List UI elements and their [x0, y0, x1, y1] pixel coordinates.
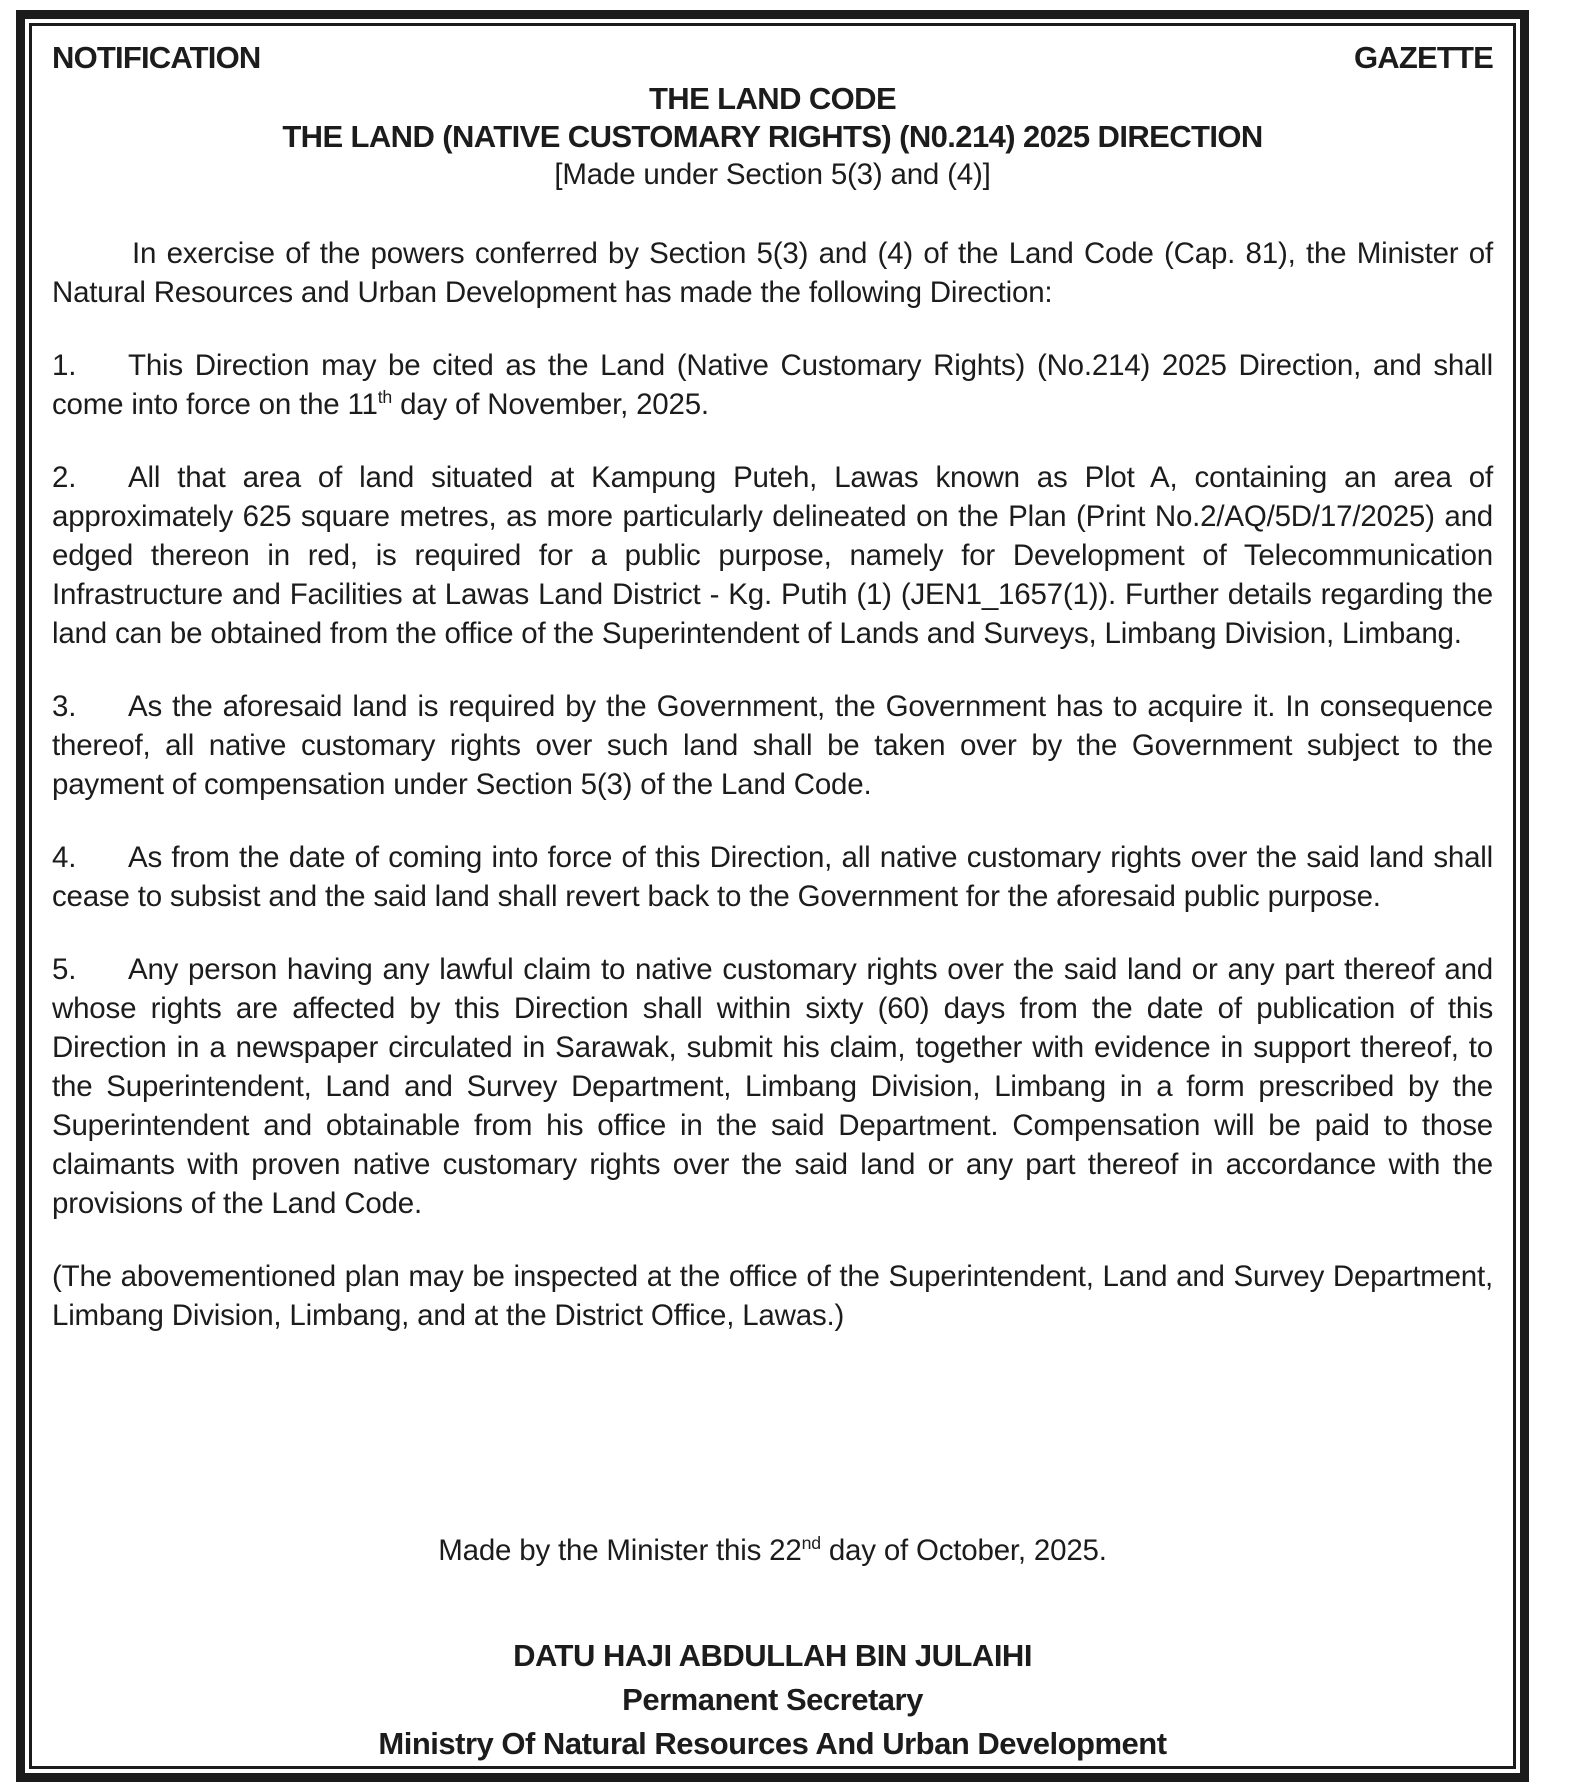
- masthead: [52, 40, 1493, 76]
- clause-1: [52, 346, 1493, 424]
- clause-3: [52, 687, 1493, 804]
- intro-paragraph: In exercise of the powers conferred by Section 5(3) and (4) of the Land Code (Cap. 81), the Minister of Natural Resources and Urban Development has made the following Direction:: [52, 237, 1493, 309]
- clause-1-text-after: day of November, 2025.: [392, 388, 709, 421]
- clause-2-text: All that area of land situated at Kampung Puteh, Lawas known as Plot A, containing an area of approximately 625 square metres, as more particularly delineated on the Plan (Print No.2/AQ/5D/17/2025) and edged thereon in red, is required for a public purpose, namely for Development of Telecommunication Infrastructure and Facilities at Lawas Land District - Kg. Putih (1) (JEN1_1657(1)). Further details regarding the land can be obtained from the office of the Superintendent of Lands and Surveys, Limbang Division, Limbang.: [52, 461, 1493, 650]
- clause-3-number: 3.: [52, 690, 77, 723]
- made-by-text: Made by the Minister this 22: [438, 1534, 802, 1567]
- gazette-label: GAZETTE: [1353, 40, 1493, 75]
- clause-5-text: Any person having any lawful claim to native customary rights over the said land or any part thereof and whose rights are affected by this Direction shall within sixty (60) days from the date of publication of this Direction in a newspaper circulated in Sarawak, submit his claim, together with evidence in support thereof, to the Superintendent, Land and Survey Department, Limbang Division, Limbang in a form prescribed by the Superintendent and obtainable from his office in the said Department. Compensation will be paid to those claimants with proven native customary rights over the said land or any part thereof in accordance with the provisions of the Land Code.: [52, 953, 1493, 1220]
- clause-1-number: 1.: [52, 349, 77, 382]
- notification-label: NOTIFICATION: [52, 40, 261, 75]
- clause-4: [52, 838, 1493, 916]
- document-inner-border: [29, 23, 1516, 1769]
- clause-2-number: 2.: [52, 461, 77, 494]
- clause-5-number: 5.: [52, 953, 77, 986]
- document-subtitle: THE LAND (NATIVE CUSTOMARY RIGHTS) (N0.214) 2025 DIRECTION: [282, 119, 1263, 154]
- clause-4-text: As from the date of coming into force of this Direction, all native customary rights over the said land shall cease to subsist and the said land shall revert back to the Government for the aforesaid public purpose.: [52, 841, 1493, 913]
- signatory-ministry: Ministry Of Natural Resources And Urban Development: [378, 1726, 1167, 1761]
- made-by-text-after: day of October, 2025.: [820, 1534, 1107, 1567]
- enabling-provision: [Made under Section 5(3) and (4)]: [554, 158, 991, 191]
- made-by-line: [32, 1531, 1513, 1570]
- clause-1-text: This Direction may be cited as the Land (Native Customary Rights) (No.214) 2025 Direction, and shall come into force on the 11: [52, 349, 1493, 421]
- clause-2: [52, 458, 1493, 653]
- clause-3-text: As the aforesaid land is required by the Government, the Government has to acquire it. In consequence thereof, all native customary rights over such land shall be taken over by the Government subject to the payment of compensation under Section 5(3) of the Land Code.: [52, 690, 1493, 801]
- signatory-role: Permanent Secretary: [622, 1682, 923, 1717]
- document-outer-border: [16, 10, 1529, 1782]
- title-block: [52, 80, 1493, 194]
- signature-block: [32, 1634, 1513, 1766]
- document-title: THE LAND CODE: [648, 81, 897, 116]
- clause-1-ordinal-suffix: th: [377, 387, 393, 408]
- clause-4-number: 4.: [52, 841, 77, 874]
- plan-inspection-note: (The abovementioned plan may be inspected at the office of the Superintendent, Land and Survey Department, Limbang Division, Limbang, and at the District Office, Lawas.): [52, 1260, 1493, 1332]
- clause-5: [52, 950, 1493, 1223]
- made-by-ordinal-suffix: nd: [801, 1533, 821, 1554]
- signatory-name: DATU HAJI ABDULLAH BIN JULAIHI: [513, 1638, 1032, 1673]
